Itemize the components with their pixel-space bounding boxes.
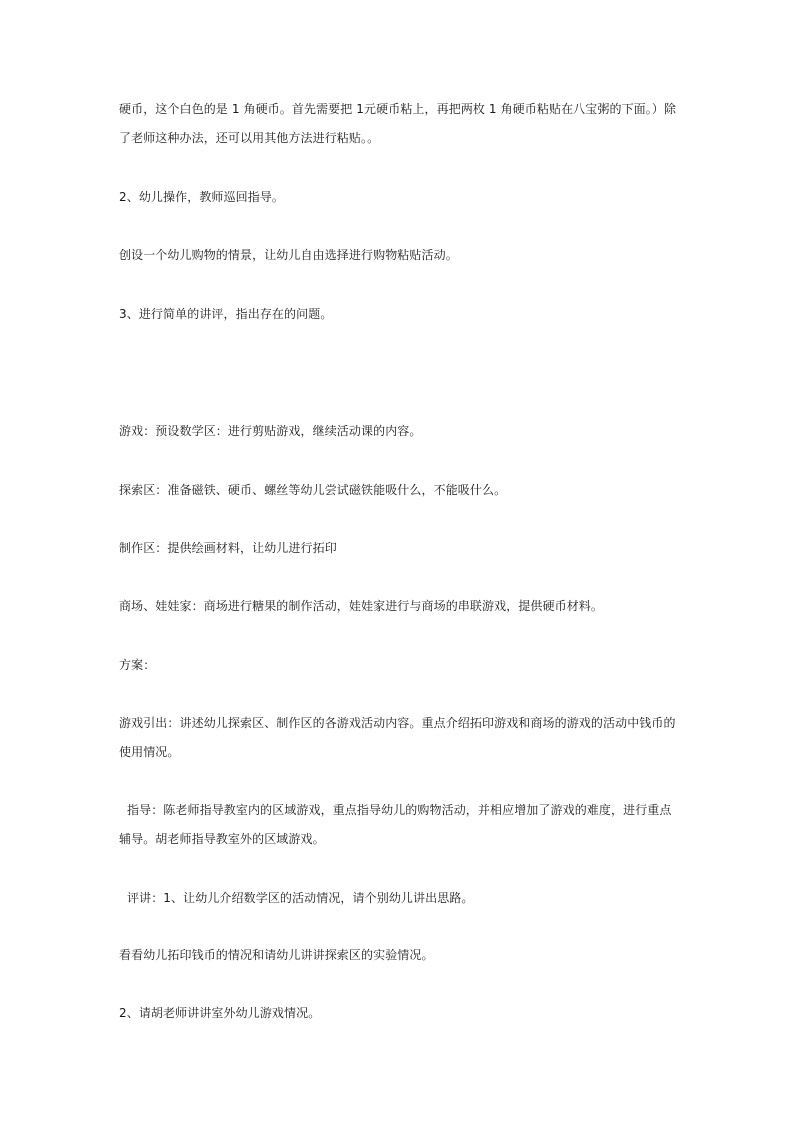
paragraph-game-math-area: 游戏：预设数学区：进行剪贴游戏，继续活动课的内容。 <box>119 424 422 438</box>
paragraph-rubbing-coins: 看看幼儿拓印钱币的情况和请幼儿讲讲探索区的实验情况。 <box>119 948 434 962</box>
paragraph-guidance: 指导：陈老师指导教室内的区域游戏，重点指导幼儿的购物活动，并相应增加了游戏的难度，进行重点辅导。胡老师指导教室外的区域游戏。 <box>119 803 672 846</box>
paragraph-commentary: 评讲：1、让幼儿介绍数学区的活动情况，请个别幼儿讲出思路。 <box>127 891 474 905</box>
paragraph-coin-paste-explanation: 硬币，这个白色的是 1 角硬币。首先需要把 1元硬币粘上，再把两枚 1 角硬币粘贴在八宝粥的下面。）除了老师这种办法，还可以用其他方法进行粘贴。。 <box>119 102 677 145</box>
paragraph-game-introduction: 游戏引出：讲述幼儿探索区、制作区的各游戏活动内容。重点介绍拓印游戏和商场的游戏的活动中钱币的使用情况。 <box>119 716 676 759</box>
paragraph-plan-heading: 方案： <box>119 658 156 672</box>
paragraph-exploration-area: 探索区：准备磁铁、硬币、螺丝等幼儿尝试磁铁能吸什么，不能吸什么。 <box>119 483 507 497</box>
paragraph-child-operation: 2、幼儿操作，教师巡回指导。 <box>119 190 285 204</box>
paragraph-shopping-scenario: 创设一个幼儿购物的情景，让幼儿自由选择进行购物粘贴活动。 <box>119 248 458 262</box>
paragraph-mall-dollhouse: 商场、娃娃家：商场进行糖果的制作活动，娃娃家进行与商场的串联游戏，提供硬币材料。 <box>119 599 604 613</box>
paragraph-outdoor-report: 2、请胡老师讲讲室外幼儿游戏情况。 <box>119 1006 321 1020</box>
paragraph-making-area: 制作区：提供绘画材料，让幼儿进行拓印 <box>119 541 337 555</box>
paragraph-simple-review: 3、进行简单的讲评，指出存在的问题。 <box>119 307 333 321</box>
